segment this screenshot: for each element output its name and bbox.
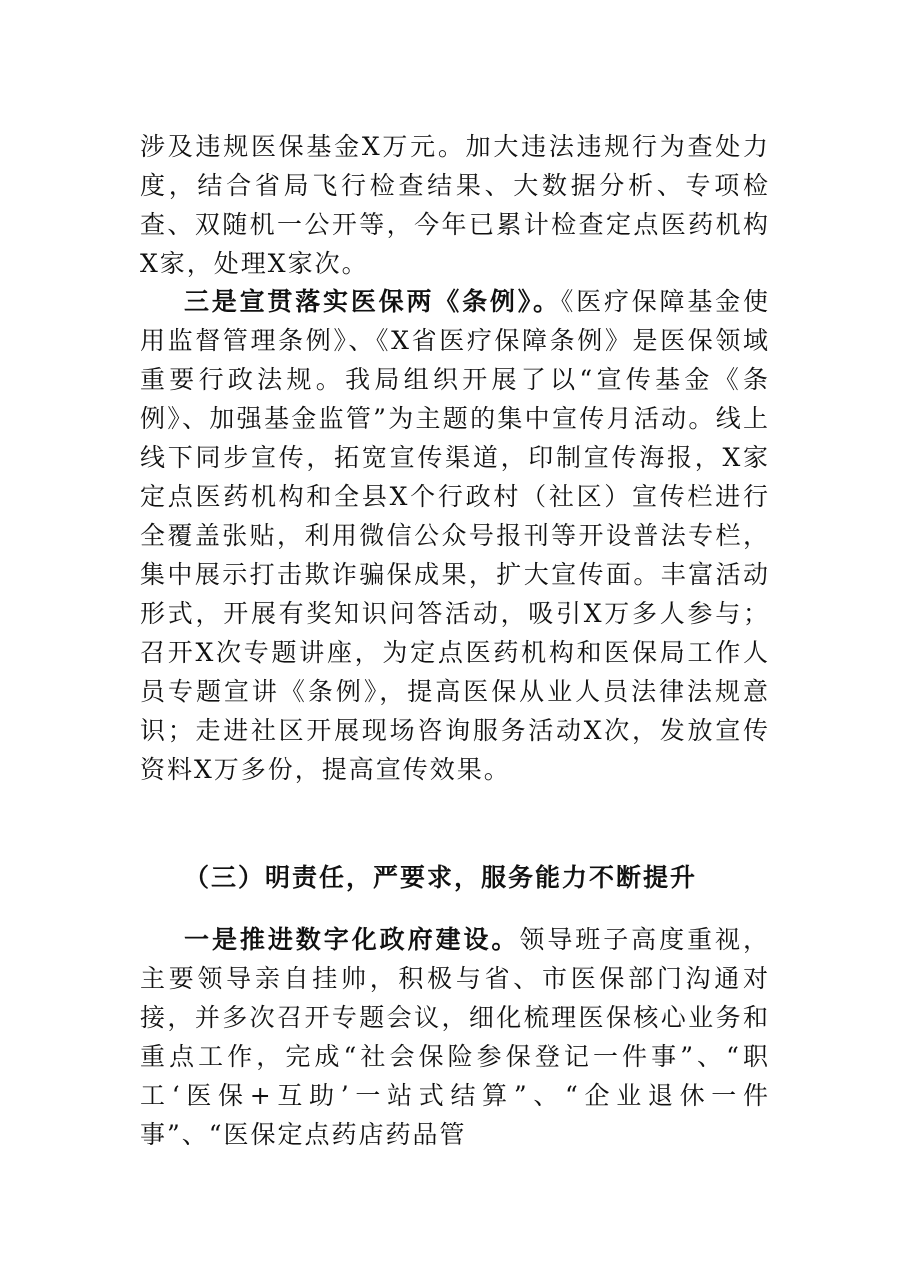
paragraph-fund-inspection: [140, 127, 770, 283]
paragraph-digital-government: [140, 920, 770, 1154]
paragraph-text: 涉及违规医保基金X万元。加大违法违规行为查处力度，结合省局飞行检查结果、大数据分析、专项检查、双随机一公开等，今年已累计检查定点医药机构X家，处理X家次。: [140, 132, 770, 278]
paragraph-text: [140, 920, 770, 1154]
paragraph-body: 《医疗保障基金使用监督管理条例》、《X省医疗保障条例》是医保领域重要行政法规。我局组织开展了以“宣传基金《条例》、加强基金监管”为主题的集中宣传月活动。线上线下同步宣传，拓宽宣传渠道，印制宣传海报，X家定点医药机构和全县X个行政村（社区）宣传栏进行全覆盖张贴，利用微信公众号报刊等开设普法专栏，集中展示打击欺诈骗保成果，扩大宣传面。丰富活动形式，开展有奖知识问答活动，吸引X万多人参与；召开X次专题讲座，为定点医药机构和医保局工作人员专题宣讲《条例》，提高医保从业人员法律法规意识；走进社区开展现场咨询服务活动X次，发放宣传资料X万多份，提高宣传效果。: [140, 287, 770, 784]
paragraph-lead: 三是宣贯落实医保两《条例》。: [184, 287, 561, 316]
paragraph-body: 领导班子高度重视，主要领导亲自挂帅，积极与省、市医保部门沟通对接，并多次召开专题会议，细化梳理医保核心业务和重点工作，完成“社会保险参保登记一件事”、“职工‘医保+互助’一站式结算”、“企业退休一件事”、“医保定点药店药品管: [140, 925, 770, 1149]
section-heading-text: （三）明责任，严要求，服务能力不断提升: [184, 863, 698, 892]
paragraph-regulation-publicity: [140, 282, 770, 789]
paragraph-text: [140, 282, 770, 789]
paragraph-lead: 一是推进数字化政府建设。: [184, 925, 520, 954]
section-heading: [140, 858, 770, 897]
